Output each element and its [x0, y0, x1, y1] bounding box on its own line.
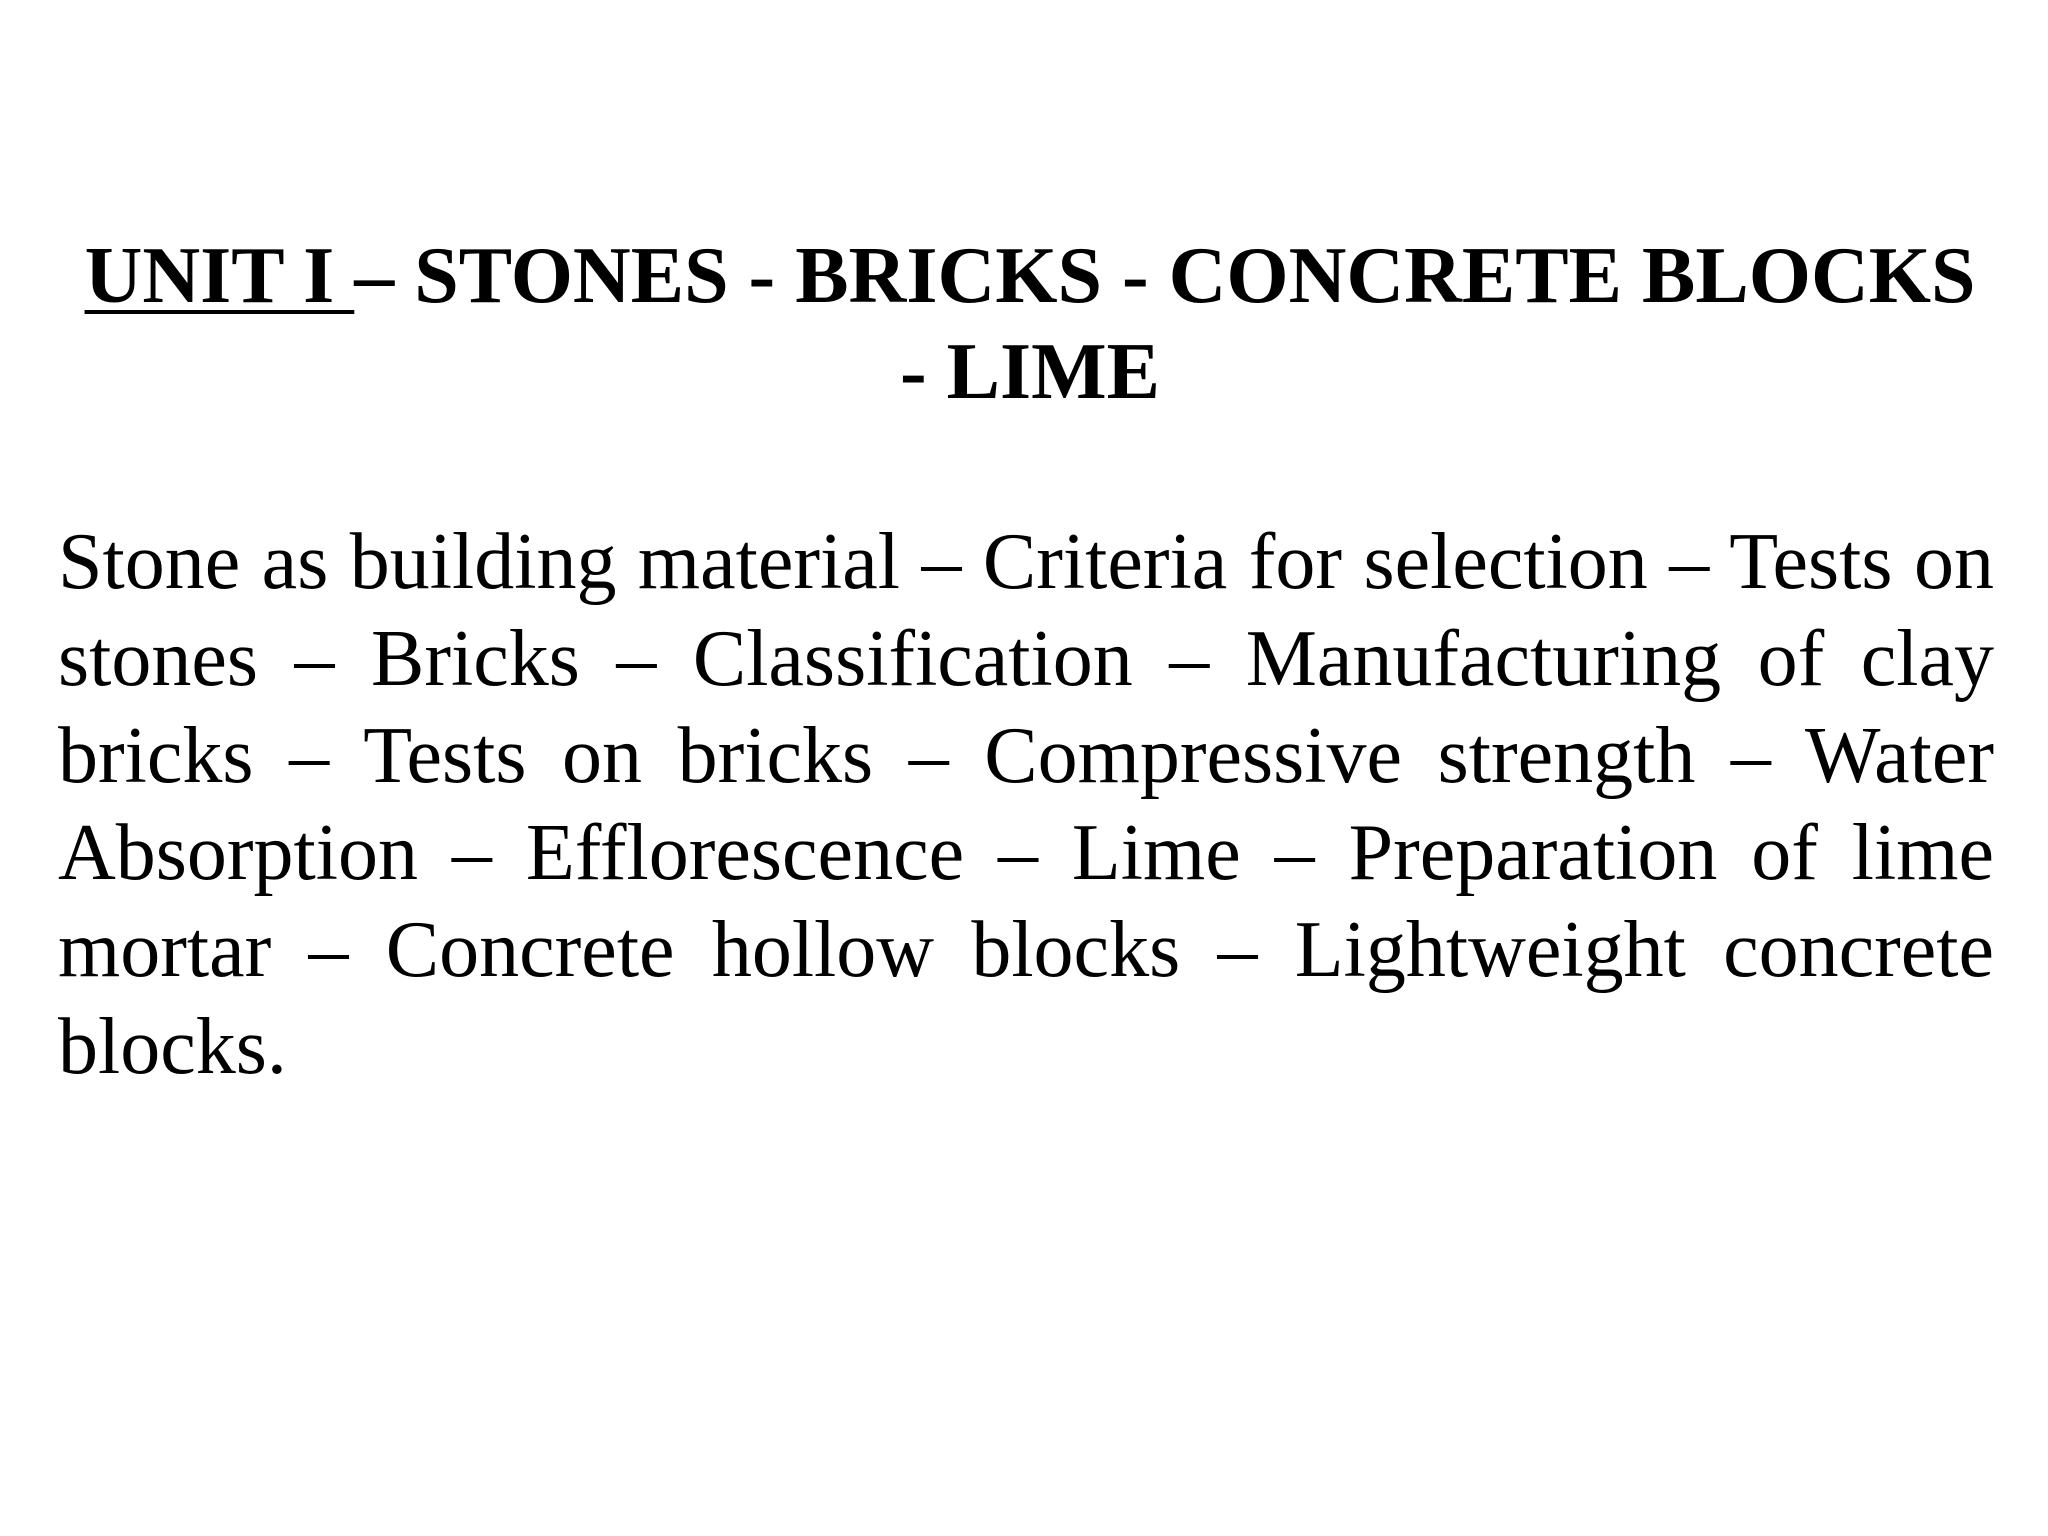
title-topics: – STONES - BRICKS - CONCRETE BLOCKS - LIME — [354, 232, 1976, 416]
syllabus-text: Stone as building material – Criteria for selection – Tests on stones – Bricks – Classification – Manufacturing of clay bricks – Tests on bricks – Compressive strength – Water Absorption – Efflorescence – Lime – Preparation of lime mortar – Concrete hollow blocks – Lightweight concrete blocks. — [58, 518, 1994, 1091]
slide-title — [80, 228, 1980, 420]
unit-label: UNIT I — [84, 232, 355, 320]
